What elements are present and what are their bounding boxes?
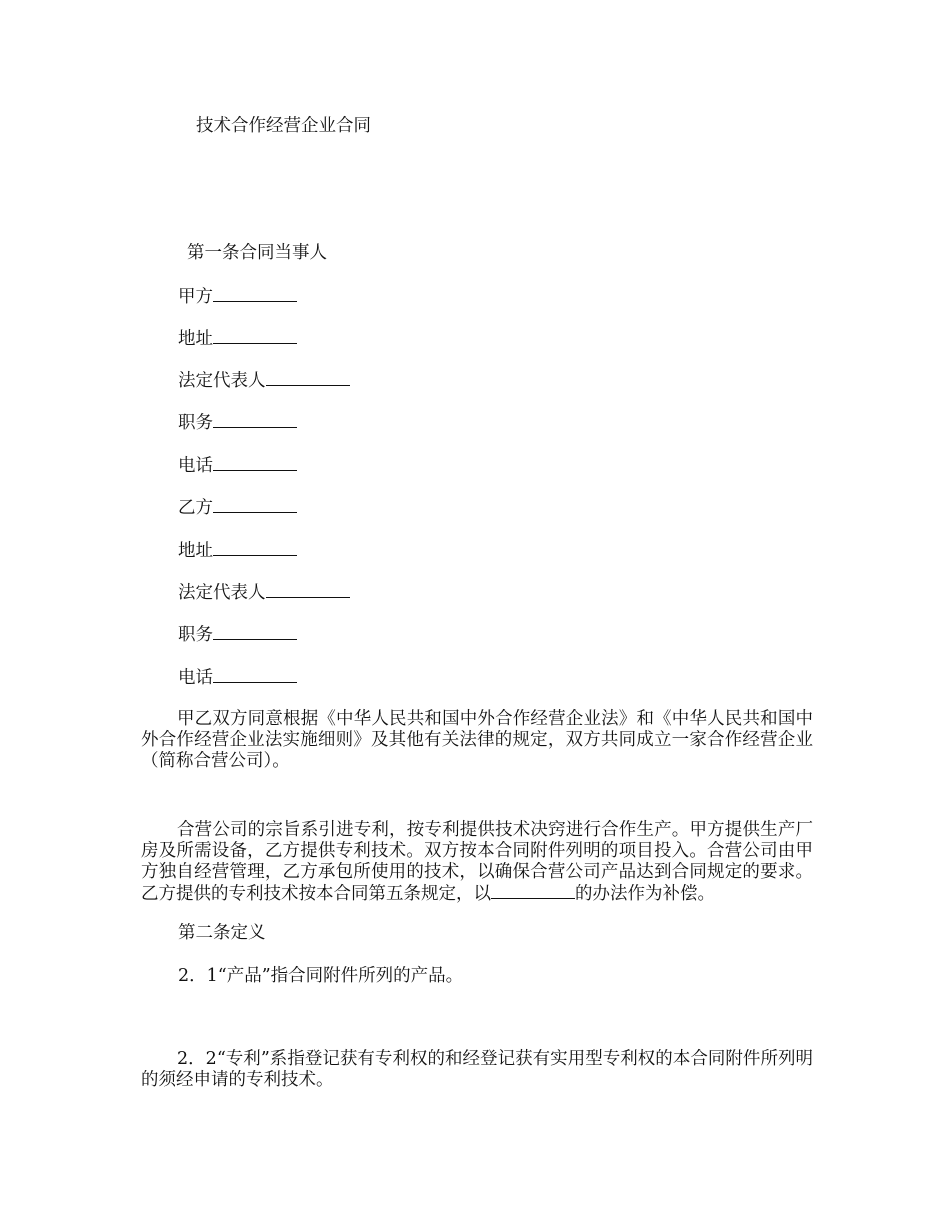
party-a-address-blank (213, 328, 297, 344)
party-b-rep-label: 法定代表人 (178, 583, 266, 603)
definition-2-1: 2．1“产品”指合同附件所列的产品。 (178, 966, 464, 986)
party-a-label: 甲方 (178, 287, 213, 307)
party-a-phone-field (178, 455, 297, 477)
paragraph-purpose-tail: 的办法作为补偿。 (575, 884, 715, 904)
party-a-rep-blank (266, 370, 350, 386)
party-b-rep-field (178, 582, 350, 604)
party-a-blank (213, 286, 297, 302)
party-a-position-field (178, 412, 297, 434)
paragraph-purpose-text: 合营公司的宗旨系引进专利，按专利提供技术决窍进行合作生产。甲方提供生产厂房及所需设备，乙方提供专利技术。双方按本合同附件列明的项目投入。合营公司由甲方独自经营管理，乙方承包所使用的技术，以确保合营公司产品达到合同规定的要求。乙方提供的专利技术按本合同第五条规定，以 (141, 820, 813, 904)
party-b-phone-field (178, 667, 297, 689)
party-a-address-field (178, 328, 297, 350)
party-b-phone-label: 电话 (178, 668, 213, 688)
paragraph-purpose (141, 820, 813, 905)
party-a-phone-blank (213, 455, 297, 471)
party-a-field (178, 286, 297, 308)
article-2-heading: 第二条定义 (178, 923, 266, 943)
party-a-rep-field (178, 370, 350, 392)
article-1-heading: 第一条合同当事人 (187, 243, 327, 263)
party-b-address-blank (213, 540, 297, 556)
party-b-position-label: 职务 (178, 625, 213, 645)
party-b-label: 乙方 (178, 498, 213, 518)
document-title: 技术合作经营企业合同 (196, 116, 371, 136)
compensation-method-blank (491, 883, 575, 899)
party-a-address-label: 地址 (178, 329, 213, 349)
party-b-address-label: 地址 (178, 541, 213, 561)
party-b-rep-blank (266, 582, 350, 598)
party-b-position-field (178, 624, 297, 646)
party-a-position-blank (213, 412, 297, 428)
party-b-blank (213, 497, 297, 513)
definition-2-2: 2．2“专利”系指登记获有专利权的和经登记获有实用型专利权的本合同附件所列明的须经申请的专利技术。 (141, 1049, 813, 1090)
paragraph-establishment: 甲乙双方同意根据《中华人民共和国中外合作经营企业法》和《中华人民共和国中外合作经营企业法实施细则》及其他有关法律的规定，双方共同成立一家合作经营企业（简称合营公司）。 (141, 709, 813, 771)
party-b-phone-blank (213, 667, 297, 683)
party-a-rep-label: 法定代表人 (178, 371, 266, 391)
party-b-field (178, 497, 297, 519)
party-b-position-blank (213, 624, 297, 640)
party-a-position-label: 职务 (178, 413, 213, 433)
party-b-address-field (178, 540, 297, 562)
party-a-phone-label: 电话 (178, 456, 213, 476)
